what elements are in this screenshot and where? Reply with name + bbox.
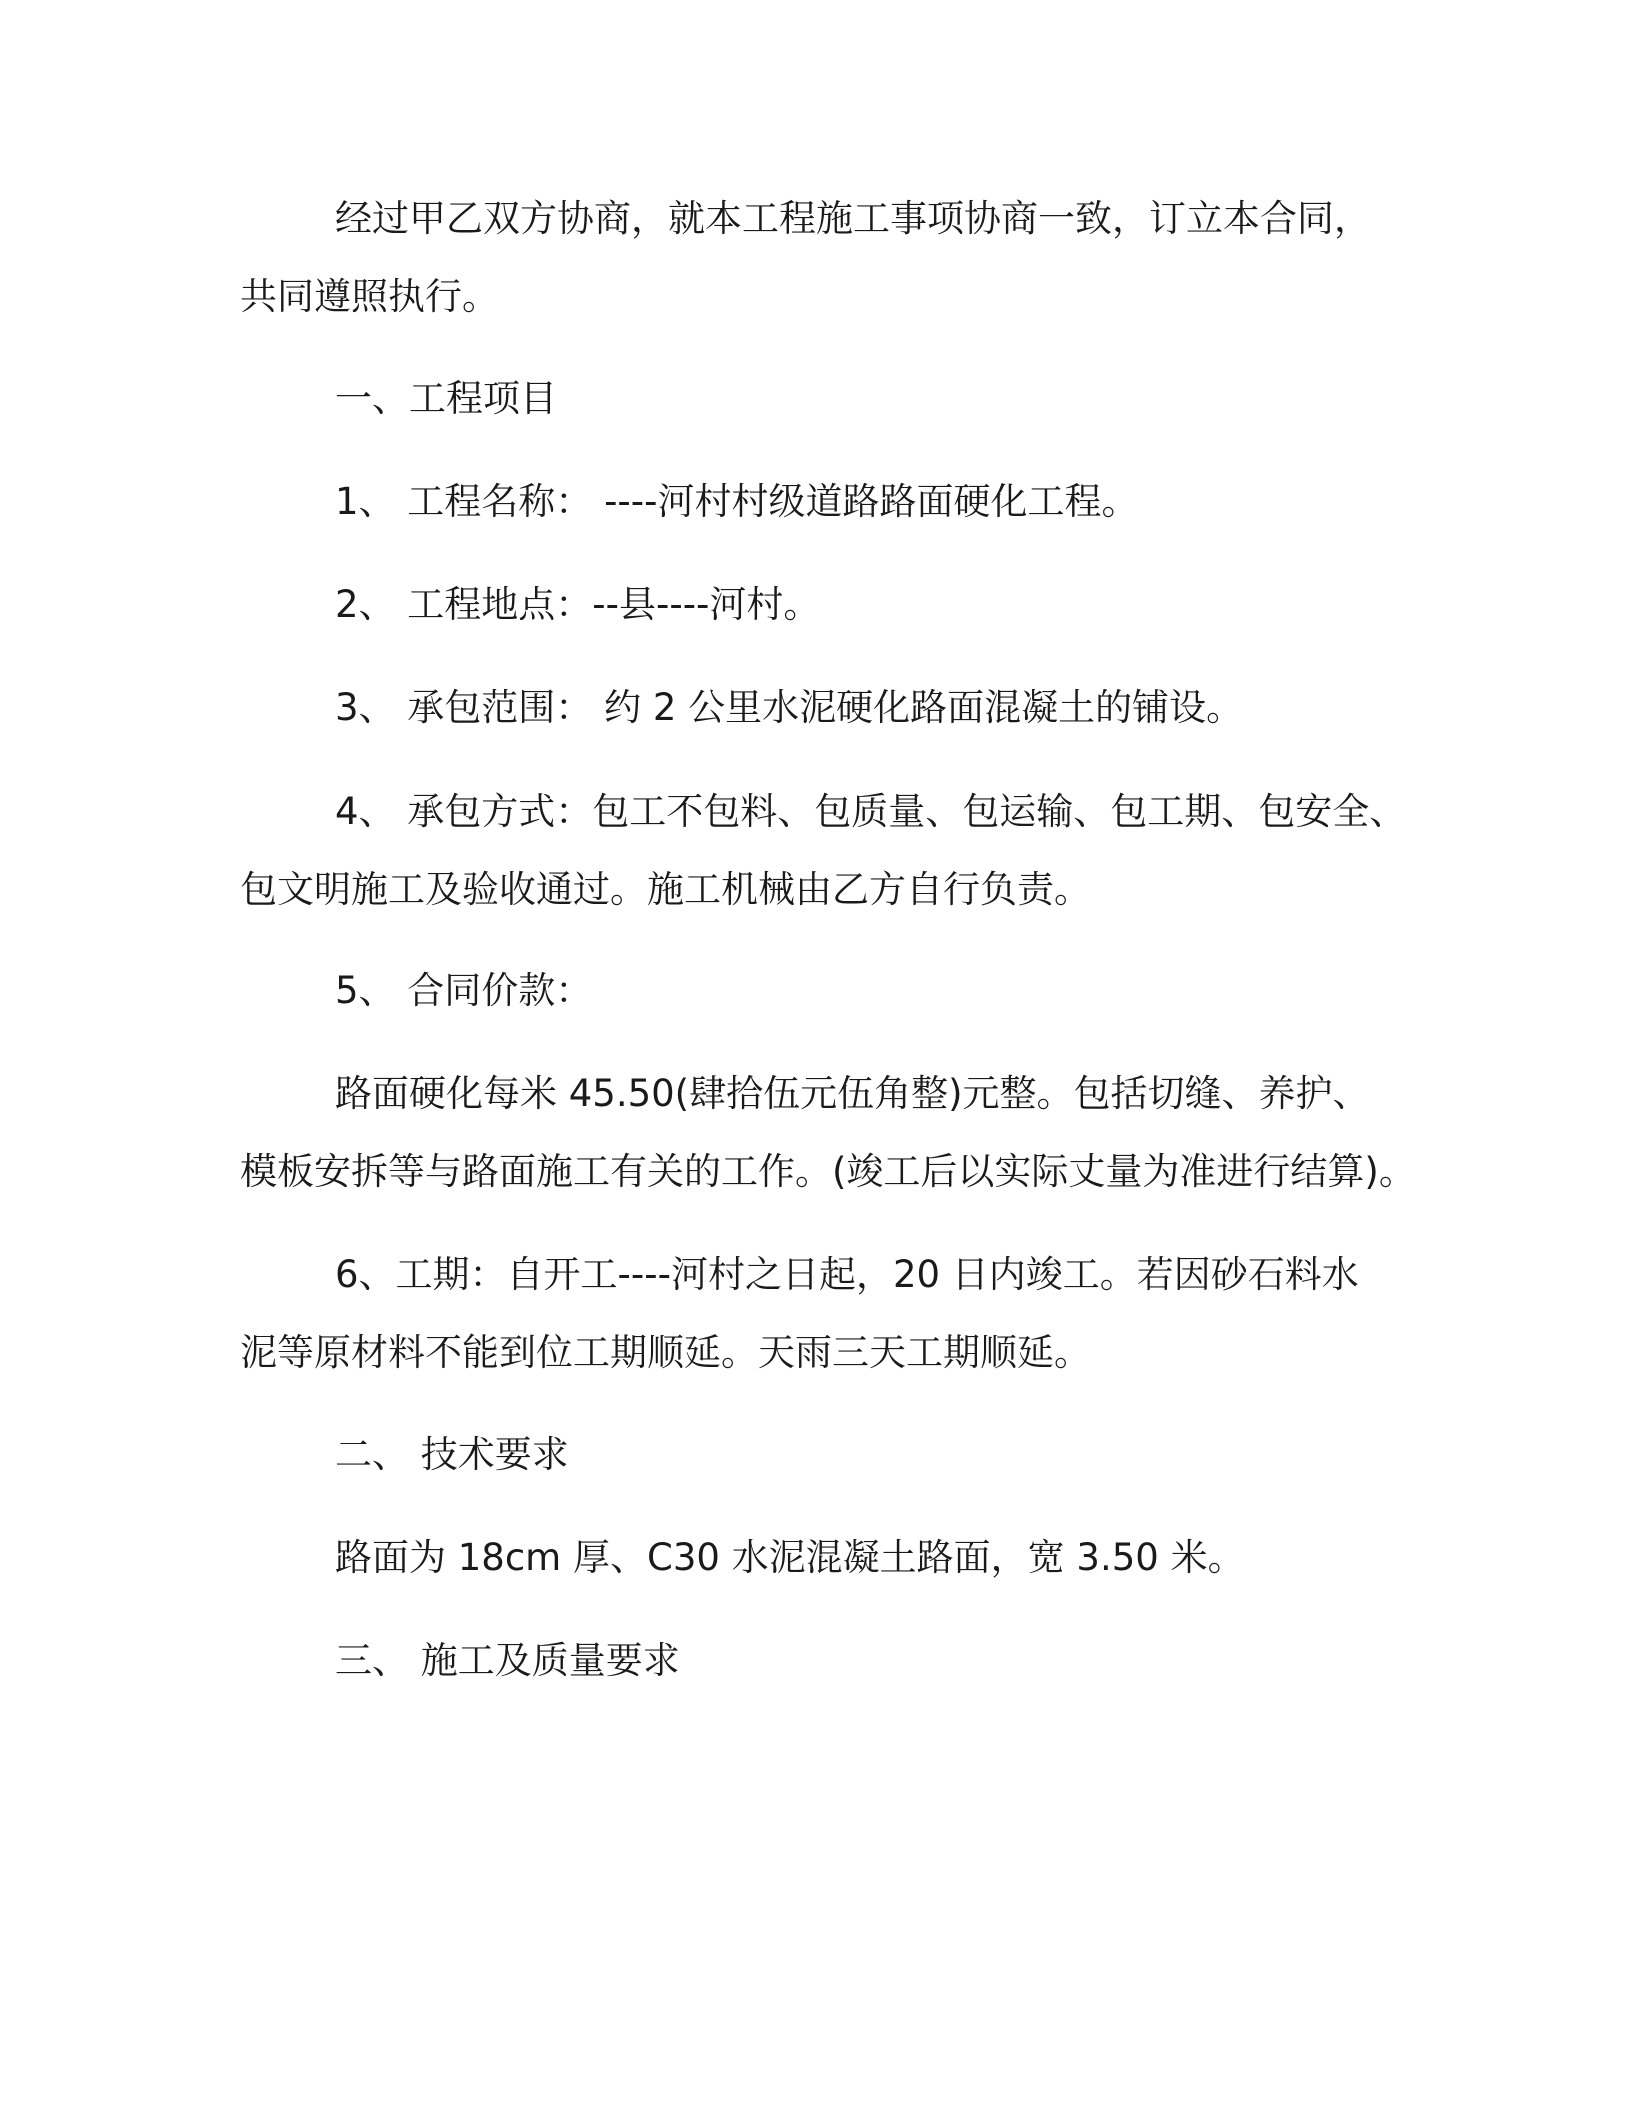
intro-line-1: 经过甲乙双方协商，就本工程施工事项协商一致，订立本合同，: [335, 197, 1371, 240]
intro-paragraph: [240, 180, 1400, 336]
section-2-body: 路面为 18cm 厚、C30 水泥混凝土路面，宽 3.50 米。: [335, 1536, 1245, 1579]
item-4-contract-method: [240, 773, 1407, 929]
item-6-line-2: 泥等原材料不能到位工期顺延。天雨三天工期顺延。: [240, 1331, 1091, 1374]
item-4-line-1: 4、 承包方式：包工不包料、包质量、包运输、包工期、包安全、: [335, 790, 1407, 833]
item-6-schedule-paragraph: [240, 1236, 1400, 1392]
intro-line-2: 共同遵照执行。: [240, 275, 499, 318]
item-3-contract-scope: 3、 承包范围： 约 2 公里水泥硬化路面混凝土的铺设。: [335, 686, 1244, 729]
section-2-heading: 二、 技术要求: [335, 1433, 569, 1476]
item-1-project-name: 1、 工程名称： ----河村村级道路路面硬化工程。: [335, 480, 1139, 523]
item-2-project-location: 2、 工程地点：--县----河村。: [335, 583, 821, 626]
item-5-price-paragraph: [240, 1055, 1416, 1211]
item-5-line-2: 模板安拆等与路面施工有关的工作。(竣工后以实际丈量为准进行结算)。: [240, 1150, 1416, 1193]
section-1-heading: 一、工程项目: [335, 377, 557, 420]
item-5-heading: 5、 合同价款：: [335, 969, 593, 1012]
item-5-line-1: 路面硬化每米 45.50(肆拾伍元伍角整)元整。包括切缝、养护、: [335, 1072, 1370, 1115]
item-6-line-1: 6、工期：自开工----河村之日起，20 日内竣工。若因砂石料水: [335, 1253, 1359, 1296]
item-4-line-2: 包文明施工及验收通过。施工机械由乙方自行负责。: [240, 868, 1091, 911]
section-3-heading: 三、 施工及质量要求: [335, 1639, 680, 1682]
